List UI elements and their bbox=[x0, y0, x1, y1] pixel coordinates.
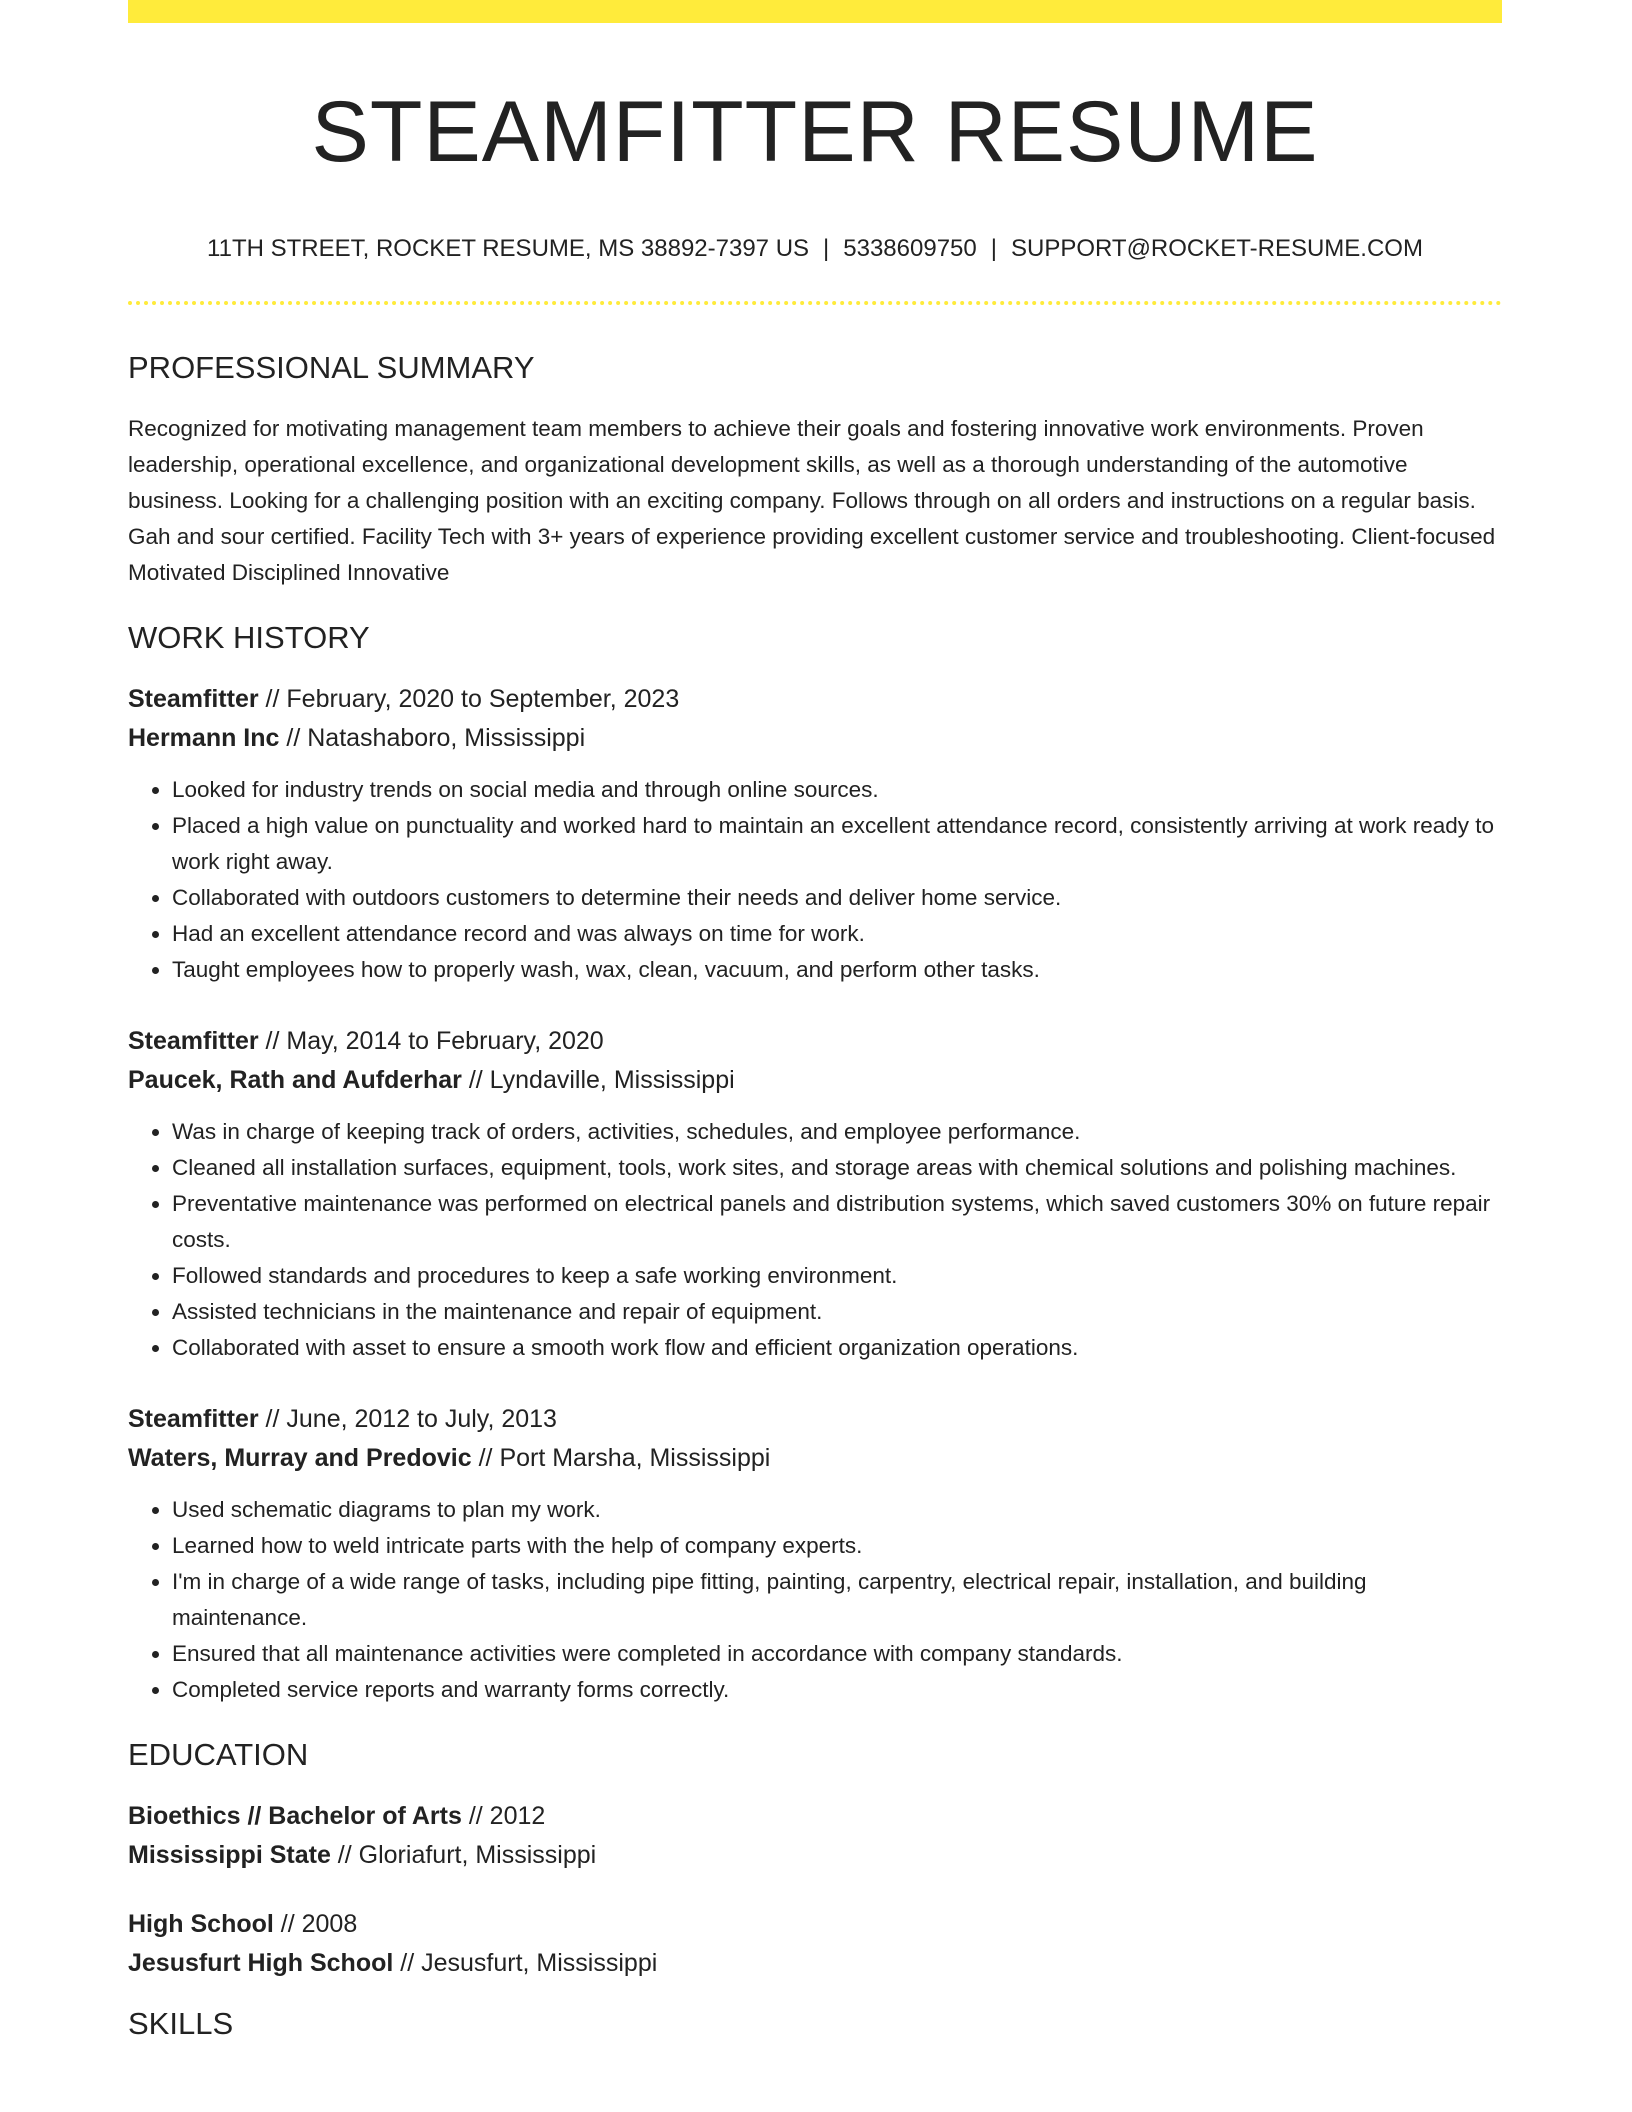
job-entry bbox=[128, 1400, 1502, 1708]
education-school-line bbox=[128, 1836, 1502, 1875]
work-history-heading: WORK HISTORY bbox=[128, 619, 370, 655]
job-entry bbox=[128, 1022, 1502, 1366]
job-title: Steamfitter bbox=[128, 684, 259, 713]
education-location: Jesusfurt, Mississippi bbox=[421, 1948, 658, 1977]
delimiter: // bbox=[279, 723, 308, 752]
job-company-line bbox=[128, 1439, 1502, 1478]
job-dates: May, 2014 to February, 2020 bbox=[286, 1026, 604, 1055]
job-bullet: • Collaborated with outdoors customers to determine their needs and deliver home service. bbox=[172, 880, 1502, 916]
job-bullet: • Cleaned all installation surfaces, equipment, tools, work sites, and storage areas with chemical solutions and polishing machines. bbox=[172, 1150, 1502, 1186]
education-entry bbox=[128, 1797, 1502, 1875]
job-title-line bbox=[128, 680, 1502, 719]
job-bullet: • Followed standards and procedures to keep a safe working environment. bbox=[172, 1258, 1502, 1294]
job-bullet: • Assisted technicians in the maintenance and repair of equipment. bbox=[172, 1294, 1502, 1330]
job-bullet: • Placed a high value on punctuality and worked hard to maintain an excellent attendance record, consistently arriving at work ready to work right away. bbox=[172, 808, 1502, 880]
delimiter: // bbox=[330, 1840, 359, 1869]
education-heading: EDUCATION bbox=[128, 1736, 309, 1772]
job-bullet: • Completed service reports and warranty forms correctly. bbox=[172, 1672, 1502, 1708]
dotted-divider bbox=[128, 301, 1502, 305]
job-location: Natashaboro, Mississippi bbox=[307, 723, 586, 752]
contact-separator: | bbox=[823, 234, 830, 262]
education-year: 2008 bbox=[301, 1909, 358, 1938]
job-bullets bbox=[128, 772, 1502, 988]
job-company-line bbox=[128, 719, 1502, 758]
contact-phone: 5338609750 bbox=[843, 234, 977, 262]
job-company: Waters, Murray and Predovic bbox=[128, 1443, 472, 1472]
delimiter: // bbox=[273, 1909, 302, 1938]
job-bullet: • Collaborated with asset to ensure a smooth work flow and efficient organization operations. bbox=[172, 1330, 1502, 1366]
education-year: 2012 bbox=[489, 1801, 546, 1830]
delimiter: // bbox=[258, 1404, 287, 1433]
education-degree: Bioethics // Bachelor of Arts bbox=[128, 1801, 462, 1830]
contact-address: 11TH STREET, ROCKET RESUME, MS 38892-7397 US bbox=[207, 234, 810, 262]
education-school-line bbox=[128, 1944, 1502, 1983]
job-bullet: • Ensured that all maintenance activities were completed in accordance with company standards. bbox=[172, 1636, 1502, 1672]
education-school: Mississippi State bbox=[128, 1840, 331, 1869]
delimiter: // bbox=[258, 684, 287, 713]
delimiter: // bbox=[471, 1443, 500, 1472]
job-location: Lyndaville, Mississippi bbox=[489, 1065, 735, 1094]
education-degree-line bbox=[128, 1905, 1502, 1944]
job-bullets bbox=[128, 1492, 1502, 1708]
education-degree-line bbox=[128, 1797, 1502, 1836]
job-title-line bbox=[128, 1022, 1502, 1061]
summary-text: Recognized for motivating management team members to achieve their goals and fostering innovative work environments. Proven leadership, operational excellence, and organizational development skills, as well as a thorough understanding of the automotive business. Looking for a challenging position with an exciting company. Follows through on all orders and instructions on a regular basis. Gah and sour certified. Facility Tech with 3+ years of experience providing excellent customer service and troubleshooting. Client-focused Motivated Disciplined Innovative bbox=[128, 415, 1496, 585]
delimiter: // bbox=[461, 1801, 490, 1830]
job-location: Port Marsha, Mississippi bbox=[499, 1443, 771, 1472]
education-entry bbox=[128, 1905, 1502, 1983]
accent-top-bar bbox=[128, 0, 1502, 23]
job-entry bbox=[128, 680, 1502, 988]
job-title: Steamfitter bbox=[128, 1026, 259, 1055]
job-bullet: • Learned how to weld intricate parts with the help of company experts. bbox=[172, 1528, 1502, 1564]
resume-title: STEAMFITTER RESUME bbox=[311, 84, 1319, 180]
contact-line bbox=[128, 235, 1502, 264]
delimiter: // bbox=[258, 1026, 287, 1055]
job-bullet: • Had an excellent attendance record and was always on time for work. bbox=[172, 916, 1502, 952]
job-bullet: • Looked for industry trends on social media and through online sources. bbox=[172, 772, 1502, 808]
summary-heading: PROFESSIONAL SUMMARY bbox=[128, 350, 535, 386]
education-school: Jesusfurt High School bbox=[128, 1948, 394, 1977]
contact-separator: | bbox=[990, 234, 997, 262]
job-bullet: • Preventative maintenance was performed on electrical panels and distribution systems, which saved customers 30% on future repair costs. bbox=[172, 1186, 1502, 1258]
delimiter: // bbox=[461, 1065, 490, 1094]
resume-page bbox=[128, 0, 1502, 2042]
job-bullet: • Taught employees how to properly wash, wax, clean, vacuum, and perform other tasks. bbox=[172, 952, 1502, 988]
skills-heading: SKILLS bbox=[128, 2005, 234, 2041]
job-dates: February, 2020 to September, 2023 bbox=[286, 684, 680, 713]
job-bullet: • Was in charge of keeping track of orders, activities, schedules, and employee performance. bbox=[172, 1114, 1502, 1150]
job-company-line bbox=[128, 1061, 1502, 1100]
job-title-line bbox=[128, 1400, 1502, 1439]
job-bullets bbox=[128, 1114, 1502, 1366]
delimiter: // bbox=[393, 1948, 422, 1977]
education-degree: High School bbox=[128, 1909, 274, 1938]
job-title: Steamfitter bbox=[128, 1404, 259, 1433]
job-dates: June, 2012 to July, 2013 bbox=[286, 1404, 557, 1433]
education-location: Gloriafurt, Mississippi bbox=[358, 1840, 597, 1869]
job-bullet: • I'm in charge of a wide range of tasks, including pipe fitting, painting, carpentry, electrical repair, installation, and building maintenance. bbox=[172, 1564, 1502, 1636]
contact-email: SUPPORT@ROCKET-RESUME.COM bbox=[1010, 234, 1423, 262]
job-company: Paucek, Rath and Aufderhar bbox=[128, 1065, 462, 1094]
job-company: Hermann Inc bbox=[128, 723, 280, 752]
job-bullet: • Used schematic diagrams to plan my work. bbox=[172, 1492, 1502, 1528]
